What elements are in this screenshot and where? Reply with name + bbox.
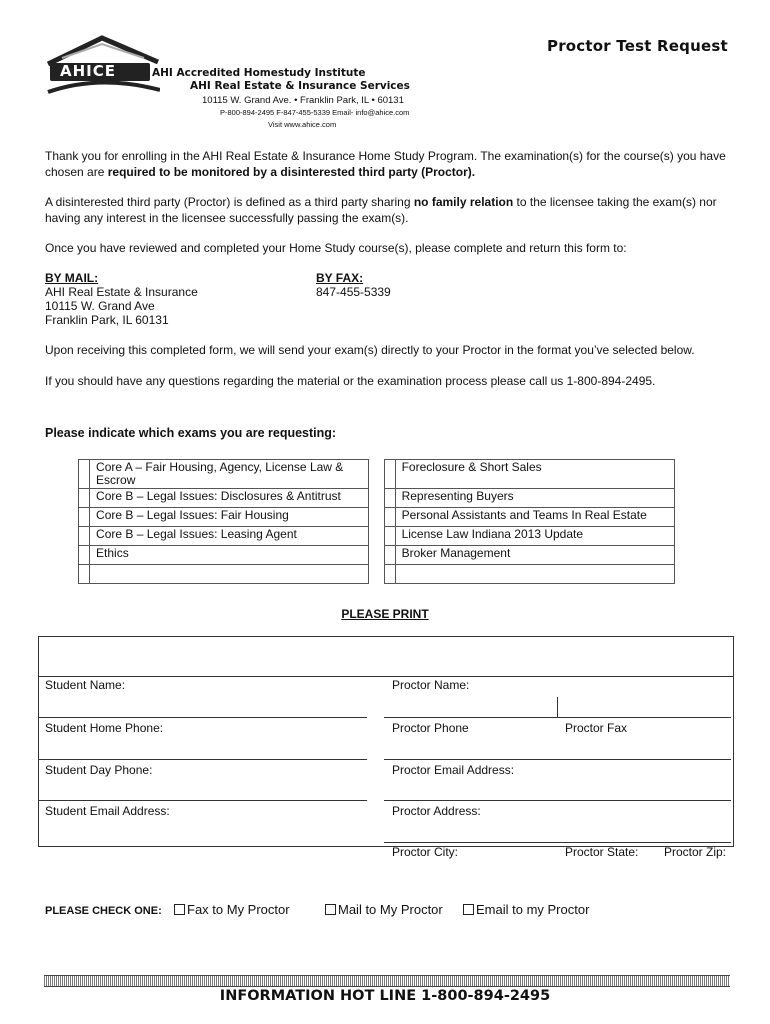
email-checkbox[interactable] [463,904,474,915]
exam-label-right: Foreclosure & Short Sales [395,460,674,489]
rule [384,759,731,760]
student-home-phone-field[interactable]: Student Home Phone: [45,721,164,735]
exam-label-left: Ethics [90,546,369,565]
option-fax-to-proctor[interactable] [174,902,290,917]
table-gap [369,460,384,489]
rule [39,676,367,677]
rule [384,800,731,801]
proctor-state-field[interactable]: Proctor State: [565,845,639,859]
rule [39,717,367,718]
mail-line1: AHI Real Estate & Insurance [45,285,198,299]
rule [39,759,367,760]
intro-p2-text-a: A disinterested third party (Proctor) is defined as a third party sharing [45,195,414,209]
exam-label-right: Representing Buyers [395,489,674,508]
exam-label-right: Personal Assistants and Teams In Real Estate [395,508,674,527]
exam-checkbox-left[interactable] [79,546,90,565]
table-gap [369,508,384,527]
fax-option-label: Fax to My Proctor [187,902,290,917]
receive-note: Upon receiving this completed form, we will send your exam(s) directly to your Proctor in the format you’ve selected below. [45,343,695,357]
exam-label-left: Core A – Fair Housing, Agency, License Law & Escrow [90,460,369,489]
option-mail-to-proctor[interactable] [325,902,443,917]
email-option-label: Email to my Proctor [476,902,590,917]
intro-paragraph-3: Once you have reviewed and completed your Home Study course(s), please complete and return this form to: [45,241,627,255]
proctor-fax-field[interactable]: Proctor Fax [565,721,628,735]
rule [384,676,731,677]
table-gap [369,527,384,546]
exam-label-left: Core B – Legal Issues: Leasing Agent [90,527,369,546]
intro-paragraph-2 [45,194,730,226]
intro-p2-emphasis: no family relation [413,195,514,209]
proctor-zip-field[interactable]: Proctor Zip: [664,845,727,859]
exams-heading: Please indicate which exams you are requesting: [45,426,337,440]
questions-note: If you should have any questions regarding the material or the examination process please call us 1-800-894-2495. [45,374,656,388]
exam-label-right: License Law Indiana 2013 Update [395,527,674,546]
exam-label-right: Broker Management [395,546,674,565]
please-print-heading: PLEASE PRINT [341,607,429,621]
exam-checkbox-left[interactable] [79,565,90,584]
exam-label-left [90,565,369,584]
org-website: Visit www.ahice.com [268,120,337,129]
org-line1: AHI Accredited Homestudy Institute [152,67,366,79]
org-line2: AHI Real Estate & Insurance Services [190,80,410,92]
exam-row [79,546,675,565]
org-contact: P-800-894-2495 F-847-455-5339 Email- info@ahice.com [220,108,410,117]
exam-checkbox-right[interactable] [384,527,395,546]
intro-paragraph-1 [45,148,730,180]
mail-line2: 10115 W. Grand Ave [45,299,155,313]
mail-checkbox[interactable] [325,904,336,915]
table-gap [369,546,384,565]
mail-line3: Franklin Park, IL 60131 [45,313,169,327]
fax-checkbox[interactable] [174,904,185,915]
fax-number: 847-455-5339 [316,285,391,299]
fax-block [316,271,391,299]
logo-wordmark: AHICE [60,62,116,80]
rule [557,697,558,718]
proctor-phone-field[interactable]: Proctor Phone [392,721,469,735]
student-name-field[interactable]: Student Name: [45,678,126,692]
exam-checkbox-left[interactable] [79,489,90,508]
exam-checkbox-right[interactable] [384,565,395,584]
ahice-logo [40,34,440,134]
proctor-city-field[interactable]: Proctor City: [392,845,459,859]
page-title: Proctor Test Request [547,37,728,55]
exam-checkbox-left[interactable] [79,460,90,489]
table-gap [369,489,384,508]
footer-pattern-bar [44,975,730,987]
student-email-field[interactable]: Student Email Address: [45,804,170,818]
student-day-phone-field[interactable]: Student Day Phone: [45,763,153,777]
proctor-address-field[interactable]: Proctor Address: [392,804,481,818]
exam-checkbox-right[interactable] [384,508,395,527]
rule [384,842,731,843]
exam-row [79,508,675,527]
intro-p1-emphasis: required to be monitored by a disinterested third party (Proctor). [107,165,476,179]
intro-p2-text-c: to the licensee taking the exam(s) nor having any interest in the licensee successfully passing the exam(s). [45,195,717,225]
exam-selection-table [78,459,675,584]
fax-heading: BY FAX: [316,271,364,285]
exam-row [79,565,675,584]
exam-checkbox-right[interactable] [384,489,395,508]
exam-checkbox-right[interactable] [384,546,395,565]
exam-label-left: Core B – Legal Issues: Fair Housing [90,508,369,527]
mail-address-block [45,271,198,327]
exam-label-right [395,565,674,584]
exam-row [79,460,675,489]
exam-checkbox-right[interactable] [384,460,395,489]
mail-heading: BY MAIL: [45,271,99,285]
exam-row [79,527,675,546]
proctor-email-field[interactable]: Proctor Email Address: [392,763,515,777]
intro-p1-text: Thank you for enrolling in the AHI Real Estate & Insurance Home Study Program. The examination(s) for the course(s) you have chosen are [45,149,726,179]
proctor-name-field[interactable]: Proctor Name: [392,678,470,692]
check-one-label: PLEASE CHECK ONE: [45,905,162,917]
option-email-to-proctor[interactable] [463,902,589,917]
org-address: 10115 W. Grand Ave. • Franklin Park, IL • 60131 [202,95,404,106]
exam-label-left: Core B – Legal Issues: Disclosures & Antitrust [90,489,369,508]
hotline-text: INFORMATION HOT LINE 1-800-894-2495 [219,988,551,1004]
rule [39,800,367,801]
exam-checkbox-left[interactable] [79,508,90,527]
exam-row [79,489,675,508]
exam-checkbox-left[interactable] [79,527,90,546]
table-gap [369,565,384,584]
mail-option-label: Mail to My Proctor [338,902,443,917]
